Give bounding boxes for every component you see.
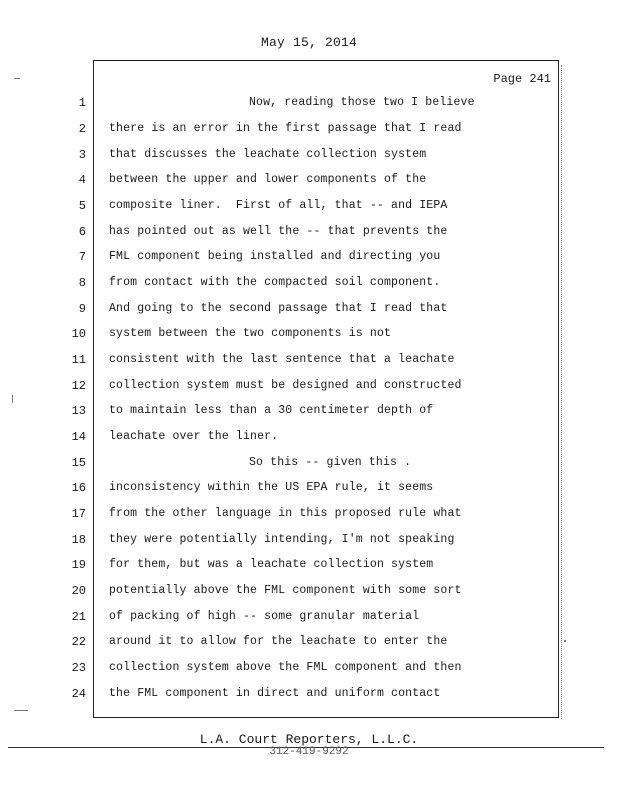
scan-speck	[14, 710, 28, 711]
line-text: of packing of high -- some granular material	[109, 610, 420, 623]
line-text: from the other language in this proposed rule what	[109, 507, 462, 520]
line-number: 11	[71, 353, 86, 367]
line-text: between the upper and lower components of the	[109, 173, 427, 186]
line-number: 1	[78, 96, 86, 110]
scan-speck	[14, 78, 20, 79]
line-text: potentially above the FML component with some sort	[109, 584, 462, 597]
line-text: leachate over the liner.	[109, 430, 279, 443]
line-number: 7	[78, 250, 86, 264]
line-number: 5	[78, 199, 86, 213]
line-number: 12	[71, 379, 86, 393]
line-number: 8	[78, 276, 86, 290]
scan-speck	[12, 395, 13, 403]
line-text: they were potentially intending, I'm not speaking	[109, 533, 455, 546]
line-number: 17	[71, 507, 86, 521]
line-number: 24	[71, 687, 86, 701]
scan-speck	[564, 640, 566, 642]
line-number: 2	[78, 122, 86, 136]
line-number: 16	[71, 481, 86, 495]
line-number: 15	[71, 456, 86, 470]
line-number: 3	[78, 148, 86, 162]
transcript-date: May 15, 2014	[260, 35, 357, 50]
line-text: the FML component in direct and uniform contact	[109, 687, 441, 700]
line-text: collection system must be designed and constructed	[109, 379, 462, 392]
line-text: FML component being installed and directing you	[109, 250, 441, 263]
line-text: to maintain less than a 30 centimeter depth of	[109, 404, 434, 417]
line-text: Now, reading those two I believe	[249, 96, 475, 109]
line-number: 20	[71, 584, 86, 598]
line-text: there is an error in the first passage that I read	[109, 122, 462, 135]
line-number: 22	[71, 635, 86, 649]
line-number: 13	[71, 404, 86, 418]
line-text: has pointed out as well the -- that prevents the	[109, 225, 448, 238]
page-number: Page 241	[493, 72, 551, 86]
line-number: 10	[71, 327, 86, 341]
line-text: collection system above the FML component and then	[109, 661, 462, 674]
line-number: 14	[71, 430, 86, 444]
line-number: 21	[71, 610, 86, 624]
line-text: composite liner. First of all, that -- and IEPA	[109, 199, 448, 212]
line-text: system between the two components is not	[109, 327, 392, 340]
line-text: So this -- given this .	[249, 456, 412, 469]
line-text: And going to the second passage that I read that	[109, 302, 448, 315]
court-reporter-name: L.A. Court Reporters, L.L.C.	[199, 732, 419, 747]
line-text: inconsistency within the US EPA rule, it seems	[109, 481, 434, 494]
line-text: for them, but was a leachate collection system	[109, 558, 434, 571]
line-number: 19	[71, 558, 86, 572]
line-number: 23	[71, 661, 86, 675]
line-number: 6	[78, 225, 86, 239]
court-reporter-phone: 312-419-9292	[269, 746, 349, 758]
line-text: consistent with the last sentence that a leachate	[109, 353, 455, 366]
line-text: that discusses the leachate collection system	[109, 148, 427, 161]
line-number: 9	[78, 302, 86, 316]
line-number: 4	[78, 173, 86, 187]
line-text: around it to allow for the leachate to enter the	[109, 635, 448, 648]
line-text: from contact with the compacted soil component.	[109, 276, 441, 289]
line-number: 18	[71, 533, 86, 547]
